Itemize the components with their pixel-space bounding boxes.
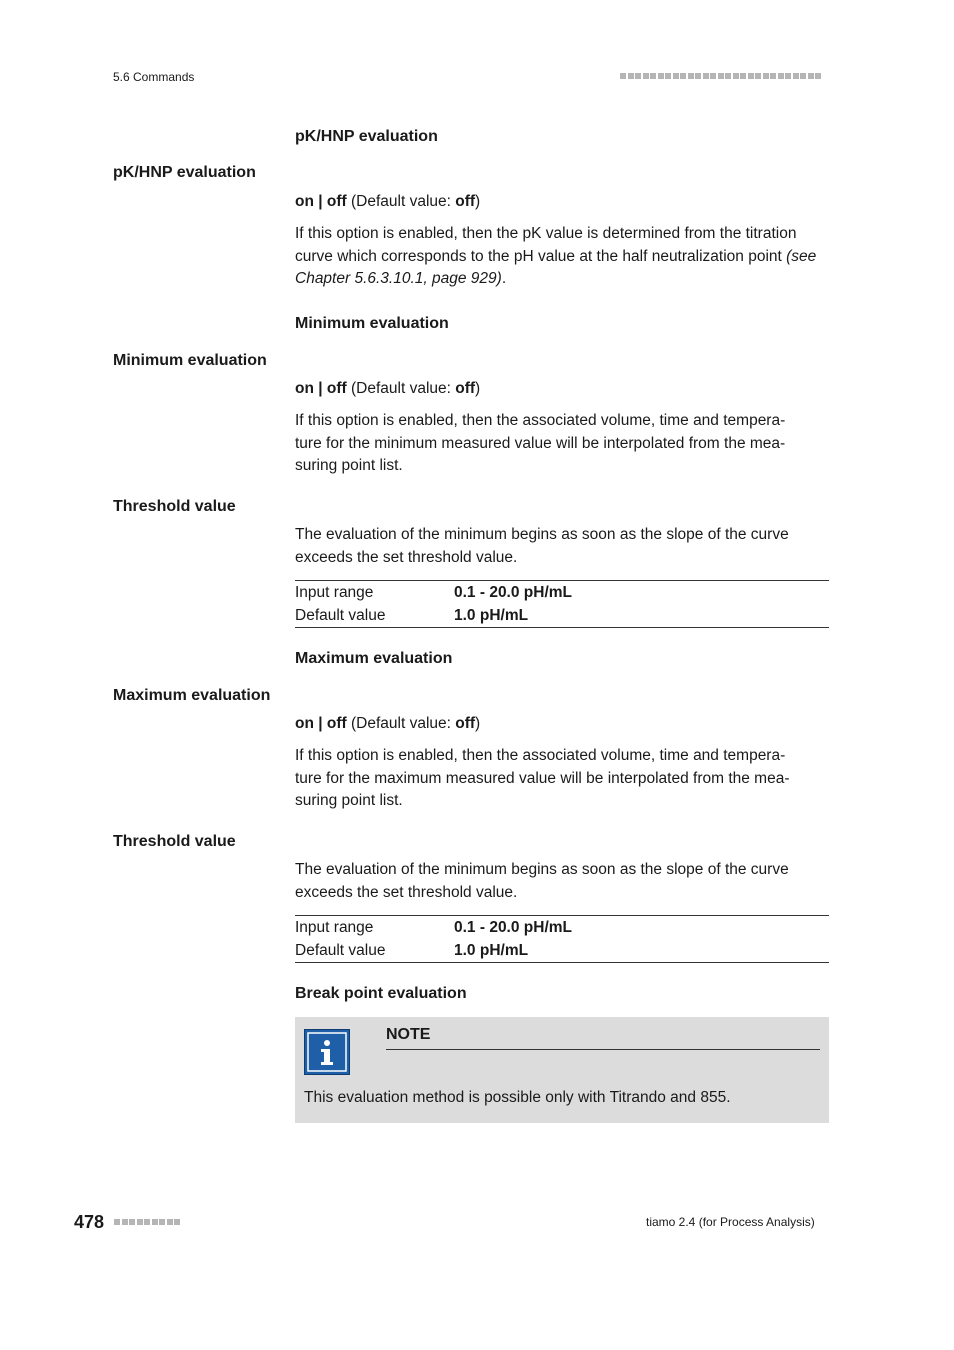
table-row [295,581,829,604]
option-separator: | [313,380,327,397]
threshold-table-maximum [295,915,829,963]
running-header-section: 5.6 Commands [113,70,195,84]
description-end: . [501,270,507,287]
option-values-maximum [295,713,835,736]
default-label: (Default value: [346,715,456,732]
footer-product-name: tiamo 2.4 (for Process Analysis) [646,1215,815,1229]
table-row [295,604,829,627]
param-label-pk-hnp: pK/HNP evaluation [113,164,256,181]
note-box [295,1017,829,1123]
option-off: off [326,380,347,397]
section-title-minimum: Minimum evaluation [295,315,449,332]
description-line: ture for the minimum measured value will be interpolated from the mea- [295,434,786,452]
description-pk-hnp [295,223,830,291]
table-key: Input range [295,919,374,936]
param-label-threshold-minimum: Threshold value [113,498,236,515]
default-label: (Default value: [346,193,456,210]
default-close: ) [475,193,481,210]
option-separator: | [313,193,327,210]
option-off: off [326,193,347,210]
table-row [295,939,829,962]
default-value: off [455,715,476,732]
option-separator: | [313,715,327,732]
threshold-description-maximum [295,859,835,904]
option-on: on [295,715,314,732]
note-title: NOTE [386,1026,431,1043]
table-key: Input range [295,584,374,601]
option-on: on [295,380,314,397]
table-value: 0.1 - 20.0 pH/mL [454,584,573,601]
table-key: Default value [295,942,386,959]
description-line: If this option is enabled, then the associated volume, time and tempera- [295,747,786,764]
description-line: The evaluation of the minimum begins as soon as the slope of the curve [295,861,789,878]
table-value: 0.1 - 20.0 pH/mL [454,919,573,936]
info-icon [304,1029,350,1075]
note-divider [386,1049,820,1050]
default-close: ) [475,715,481,732]
description-line: exceeds the set threshold value. [295,883,518,901]
chapter-reference: (see Chapter 5.6.3.10.1, page 929) [295,247,817,287]
default-label: (Default value: [346,380,456,397]
param-label-minimum: Minimum evaluation [113,352,267,369]
description-line: exceeds the set threshold value. [295,548,518,566]
param-label-maximum: Maximum evaluation [113,687,271,704]
default-value: off [455,380,476,397]
description-text: If this option is enabled, then the pK value is determined from the titration curve which corresponds to the pH value at the half neutralization point [295,225,797,265]
default-value: off [455,193,476,210]
threshold-table-minimum [295,580,829,628]
table-row [295,916,829,939]
footer-decoration-dots [114,1219,182,1225]
description-line: suring point list. [295,457,403,474]
note-text: This evaluation method is possible only with Titrando and 855. [304,1089,731,1106]
description-line: ture for the maximum measured value will be interpolated from the mea- [295,769,790,787]
table-value: 1.0 pH/mL [454,942,529,959]
option-on: on [295,193,314,210]
description-line: If this option is enabled, then the associated volume, time and tempera- [295,412,786,429]
description-minimum [295,410,835,478]
description-line: The evaluation of the minimum begins as soon as the slope of the curve [295,526,789,543]
table-value: 1.0 pH/mL [454,607,529,624]
section-title-break-point: Break point evaluation [295,985,467,1002]
section-title-pk-hnp: pK/HNP evaluation [295,128,438,145]
page-number: 478 [74,1212,105,1232]
param-label-threshold-maximum: Threshold value [113,833,236,850]
section-title-maximum: Maximum evaluation [295,650,453,667]
option-values-pk-hnp [295,191,835,214]
description-line: suring point list. [295,792,403,809]
option-off: off [326,715,347,732]
default-close: ) [475,380,481,397]
description-maximum [295,745,835,813]
threshold-description-minimum [295,524,835,569]
option-values-minimum [295,378,835,401]
header-decoration-dots [620,73,823,79]
table-key: Default value [295,607,386,624]
